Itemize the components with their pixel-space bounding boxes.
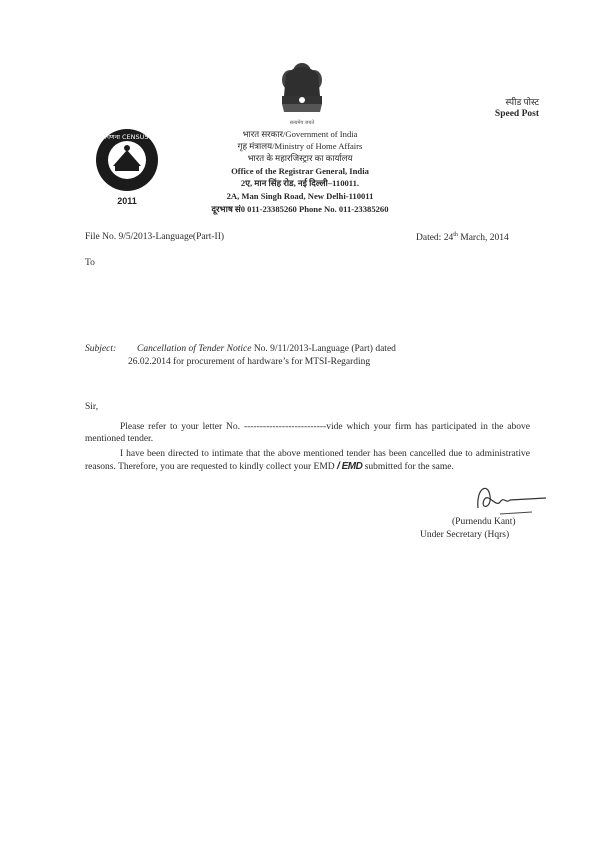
handwritten-emd-mark: / EMD [337,460,363,472]
subject-label: Subject: [85,344,117,354]
header-line-office: Office of the Registrar General, India [231,166,369,176]
census-of-india-logo [74,128,180,206]
speed-post-hindi: स्पीड पोस्ट [505,97,539,107]
header-line-office-hindi: भारत के महारजिस्ट्रार का कार्यालय [247,153,353,163]
subject-block [85,343,525,368]
letter-date: Dated: 24th March, 2014 [416,232,509,244]
header-line-address-hindi: 2ए, मान सिंह रोड, नई दिल्ली–110011. [240,178,360,188]
speed-post-english: Speed Post [494,109,539,119]
census-logo-text: भारत की जनगणना CENSUS OF INDIA [74,133,180,141]
header-line-ministry: गृह मंत्रालय/Ministry of Home Affairs [237,141,363,151]
paragraph-1: Please refer to your letter No. --------------------------vide which your firm has participated in the above mentioned tender. [85,422,530,444]
subject-line1: No. 9/11/2013-Language (Part) dated [251,344,396,354]
header-line-phone: दूरभाष सं0 011-23385260 Phone No. 011-23385260 [211,204,389,214]
signatory-name: (Purnendu Kant) [452,517,516,527]
subject-italic: Cancellation of Tender Notice [137,344,252,354]
header-line-address: 2A, Man Singh Road, New Delhi-110011 [226,191,374,201]
header-line-govt: भारत सरकार/Government of India [242,129,358,139]
subject-line2: 26.02.2014 for procurement of hardware’s for MTSI-Regarding [128,356,371,367]
emblem-caption: सत्यमेव जयते [289,120,315,126]
paragraph-2: I have been directed to intimate that the above mentioned tender has been cancelled due to administrative reasons. Therefore, you are requested to kindly collect your EMD / EMD submitted for the same. [85,449,530,472]
salutation: Sir, [85,402,99,412]
national-emblem-icon [276,60,328,130]
census-year: 2011 [117,196,137,206]
file-number: File No. 9/5/2013-Language(Part-II) [85,232,225,242]
to-label: To [85,258,95,268]
signatory-designation: Under Secretary (Hqrs) [420,530,510,540]
speed-post-label [495,96,539,120]
